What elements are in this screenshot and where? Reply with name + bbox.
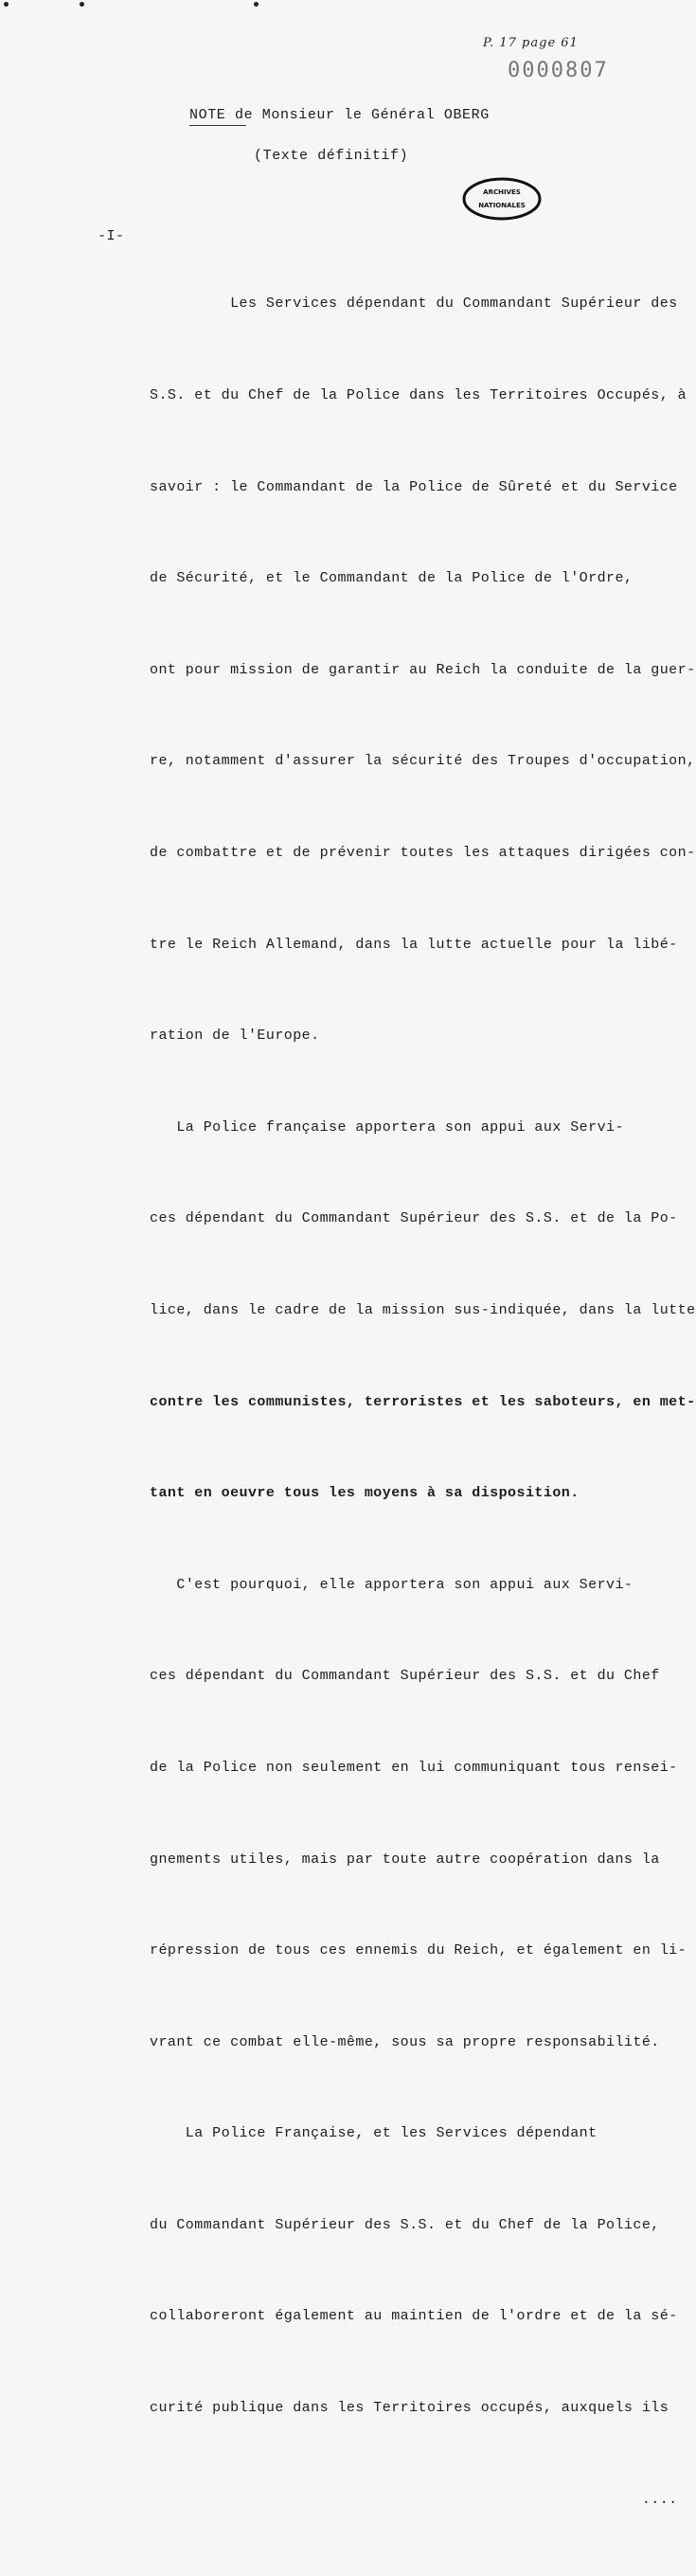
body-line: de la Police non seulement en lui communiquant tous rensei- — [150, 1759, 678, 1776]
body-line: collaboreront également au maintien de l'ordre et de la sé- — [150, 2308, 678, 2325]
body-line: tant en oeuvre tous les moyens à sa disposition. — [150, 1485, 580, 1502]
body-line: de Sécurité, et le Commandant de la Police de l'Ordre, — [150, 570, 634, 587]
body-line: curité publique dans les Territoires occupés, auxquels ils — [150, 2400, 669, 2417]
body-line: du Commandant Supérieur des S.S. et du Chef de la Police, — [150, 2216, 660, 2233]
body-line: La Police Française, et les Services dépendant — [150, 2125, 598, 2142]
body-line: tre le Reich Allemand, dans la lutte actuelle pour la libé- — [150, 936, 678, 953]
body-line: lice, dans le cadre de la mission sus-indiquée, dans la lutte — [150, 1301, 696, 1318]
body-line: de combattre et de prévenir toutes les attaques dirigées con- — [150, 844, 696, 861]
body-line: La Police française apportera son appui aux Servi- — [150, 1118, 624, 1136]
body-line: ces dépendant du Commandant Supérieur des S.S. et du Chef — [150, 1668, 660, 1685]
section-marker: -I- — [98, 228, 125, 244]
punch-hole-mark — [80, 2, 84, 7]
body-text — [150, 228, 696, 2576]
handwritten-reference: P. 17 page 61 — [483, 36, 579, 50]
body-line: répression de tous ces ennemis du Reich, et également en li- — [150, 1942, 687, 1959]
document-subtitle: (Texte définitif) — [254, 148, 409, 164]
archive-number: 0000807 — [508, 59, 609, 82]
body-line: C'est pourquoi, elle apportera son appui aux Servi- — [150, 1576, 634, 1593]
body-line: re, notamment d'assurer la sécurité des Troupes d'occupation, — [150, 753, 696, 770]
body-line: contre les communistes, terroristes et les saboteurs, en met- — [150, 1393, 696, 1410]
punch-hole-mark — [254, 2, 259, 7]
title-underline — [189, 125, 246, 126]
archives-nationales-stamp — [461, 176, 543, 222]
body-line: savoir : le Commandant de la Police de Sûreté et du Service — [150, 478, 678, 495]
stamp-line-2: NATIONALES — [478, 202, 526, 209]
document-title: NOTE de Monsieur le Général OBERG — [189, 107, 490, 123]
body-line: ont pour mission de garantir au Reich la conduite de la guer- — [150, 661, 696, 678]
body-line: S.S. et du Chef de la Police dans les Territoires Occupés, à — [150, 387, 687, 403]
body-line: ces dépendant du Commandant Supérieur des S.S. et de la Po- — [150, 1210, 678, 1227]
punch-hole-mark — [4, 2, 9, 7]
body-line: vrant ce combat elle-même, sous sa propre responsabilité. — [150, 2033, 660, 2050]
stamp-line-1: ARCHIVES — [483, 188, 521, 196]
body-line: gnements utiles, mais par toute autre coopération dans la — [150, 1851, 660, 1868]
body-line: Les Services dépendant du Commandant Supérieur des — [150, 295, 678, 313]
body-line: ration de l'Europe. — [150, 1028, 320, 1045]
continuation-marker: .... — [150, 2491, 678, 2508]
